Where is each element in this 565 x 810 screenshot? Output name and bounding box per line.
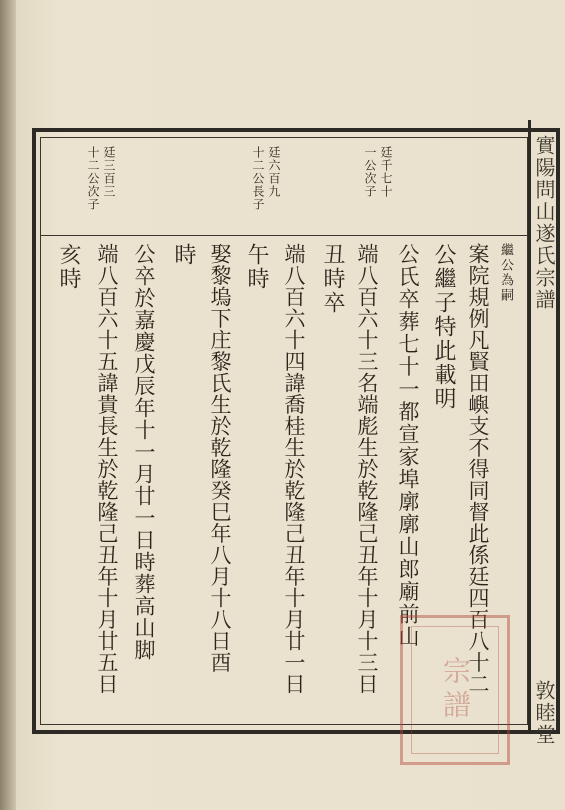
text-column: 時	[171, 243, 196, 267]
top-note: 十二公次子	[86, 146, 100, 211]
text-column: 娶黎塢下庄黎氏生於乾隆癸巳年八月十八日酉	[208, 243, 232, 673]
text-column: 公繼子特此載明	[431, 243, 456, 411]
text-column: 案院規例凡賢田嶼支不得同督此係廷四百八十二	[466, 243, 490, 695]
top-note: 廷千七十	[379, 146, 393, 198]
text-column: 亥時	[56, 243, 81, 291]
top-note: 十二公長子	[251, 146, 265, 211]
text-column: 午時	[244, 243, 269, 291]
text-column: 公卒於嘉慶戊辰年十一月廿一日時葬高山脚	[132, 243, 156, 661]
page-title: 實陽問山遂氏宗譜	[532, 135, 556, 311]
section-divider	[40, 235, 528, 236]
text-column: 丑時卒	[320, 243, 345, 315]
text-column: 端八百六十五諱貴長生於乾隆己丑年十月廿五日	[95, 243, 119, 695]
top-note: 廷三百三	[102, 146, 116, 198]
text-column: 端八百六十四諱喬桂生於乾隆己丑年十月廿一日	[282, 243, 306, 695]
top-note: 一公次子	[363, 146, 377, 198]
top-note: 廷六百九	[267, 146, 281, 198]
text-column: 公氏卒葬七十一都宣家埠廓廓山郎廟前山	[396, 243, 420, 648]
book-spine	[0, 0, 16, 810]
red-seal-stamp: 宗譜	[400, 615, 510, 765]
hall-name: 敦睦堂	[532, 680, 556, 746]
text-column: 端八百六十三名端彪生於乾隆己丑年十月十三日	[355, 243, 379, 695]
text-column: 繼公為嗣	[498, 243, 513, 303]
